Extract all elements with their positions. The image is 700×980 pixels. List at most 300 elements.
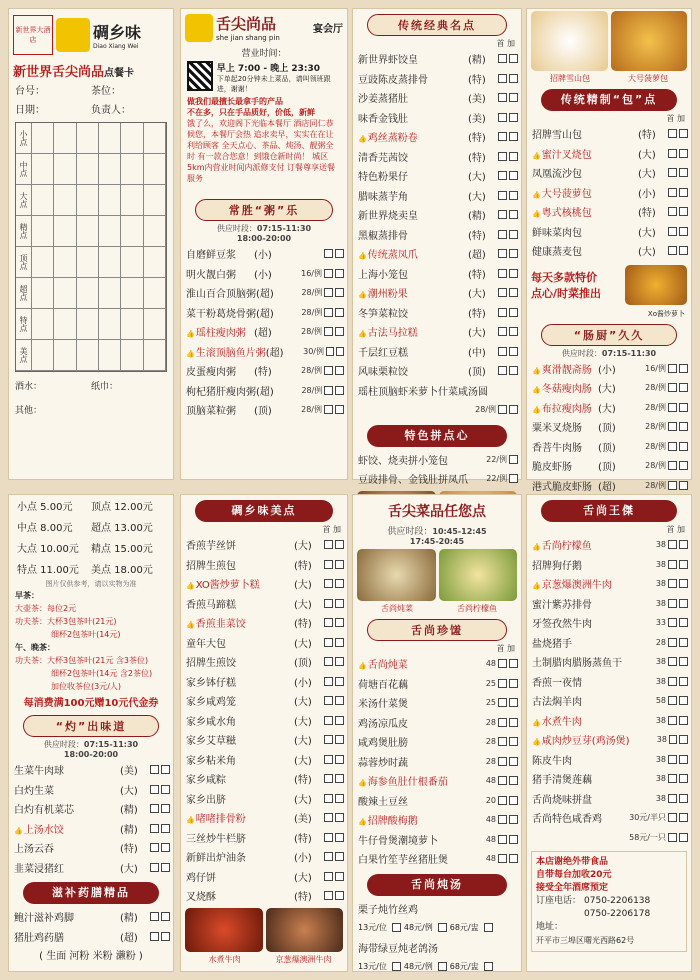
- grid-cell[interactable]: [32, 340, 54, 371]
- checkbox[interactable]: [509, 249, 518, 258]
- checkbox[interactable]: [679, 129, 688, 138]
- checkbox[interactable]: [679, 481, 688, 490]
- menu-item[interactable]: [353, 771, 521, 791]
- grid-cell[interactable]: [121, 309, 143, 340]
- checkbox[interactable]: [161, 863, 170, 872]
- checkbox[interactable]: [509, 405, 518, 414]
- checkbox[interactable]: [324, 269, 333, 278]
- menu-item[interactable]: [181, 789, 347, 809]
- menu-item[interactable]: [181, 847, 347, 867]
- checkbox[interactable]: [509, 835, 518, 844]
- checkbox[interactable]: [668, 442, 677, 451]
- grid-cell[interactable]: [121, 154, 143, 185]
- checkbox[interactable]: [335, 618, 344, 627]
- checkbox[interactable]: [324, 308, 333, 317]
- checkbox[interactable]: [509, 269, 518, 278]
- menu-item[interactable]: [527, 476, 691, 496]
- menu-item[interactable]: [527, 124, 691, 144]
- grid-cell[interactable]: [54, 309, 76, 340]
- checkbox[interactable]: [150, 843, 159, 852]
- checkbox[interactable]: [679, 168, 688, 177]
- checkbox[interactable]: [668, 129, 677, 138]
- checkbox[interactable]: [509, 191, 518, 200]
- checkbox[interactable]: [498, 698, 507, 707]
- checkbox[interactable]: [509, 455, 518, 464]
- menu-item[interactable]: [181, 711, 347, 731]
- checkbox[interactable]: [335, 872, 344, 881]
- menu-item[interactable]: [181, 730, 347, 750]
- checkbox[interactable]: [668, 188, 677, 197]
- checkbox[interactable]: [150, 863, 159, 872]
- grid-cell[interactable]: [77, 123, 99, 154]
- checkbox[interactable]: [679, 461, 688, 470]
- checkbox[interactable]: [498, 249, 507, 258]
- menu-item[interactable]: [527, 652, 691, 672]
- menu-item[interactable]: [181, 886, 347, 906]
- checkbox[interactable]: [392, 923, 401, 932]
- checkbox[interactable]: [324, 249, 333, 258]
- checkbox[interactable]: [498, 132, 507, 141]
- checkbox[interactable]: [509, 757, 518, 766]
- checkbox[interactable]: [679, 677, 688, 686]
- grid-cell[interactable]: [77, 185, 99, 216]
- menu-item[interactable]: [527, 398, 691, 418]
- checkbox[interactable]: [668, 246, 677, 255]
- grid-cell[interactable]: [77, 154, 99, 185]
- checkbox[interactable]: [324, 813, 333, 822]
- checkbox[interactable]: [668, 149, 677, 158]
- combo-item[interactable]: [353, 469, 521, 489]
- menu-item[interactable]: [181, 652, 347, 672]
- checkbox[interactable]: [324, 755, 333, 764]
- menu-item[interactable]: [9, 799, 173, 819]
- menu-item[interactable]: [353, 322, 521, 342]
- menu-item[interactable]: [527, 730, 691, 750]
- checkbox[interactable]: [498, 54, 507, 63]
- checkbox[interactable]: [161, 824, 170, 833]
- grid-cell[interactable]: [144, 278, 166, 309]
- checkbox[interactable]: [324, 716, 333, 725]
- checkbox[interactable]: [438, 923, 447, 932]
- menu-item[interactable]: [527, 789, 691, 809]
- menu-item[interactable]: [353, 674, 521, 694]
- checkbox[interactable]: [498, 854, 507, 863]
- checkbox[interactable]: [498, 171, 507, 180]
- checkbox[interactable]: [150, 932, 159, 941]
- checkbox[interactable]: [150, 912, 159, 921]
- menu-item[interactable]: [527, 437, 691, 457]
- checkbox[interactable]: [335, 540, 344, 549]
- checkbox[interactable]: [498, 737, 507, 746]
- grid-cell[interactable]: [99, 154, 121, 185]
- menu-item[interactable]: [9, 780, 173, 800]
- checkbox[interactable]: [150, 804, 159, 813]
- checkbox[interactable]: [498, 327, 507, 336]
- checkbox[interactable]: [150, 785, 159, 794]
- checkbox[interactable]: [335, 638, 344, 647]
- grid-cell[interactable]: [99, 247, 121, 278]
- menu-item[interactable]: [527, 613, 691, 633]
- grid-cell[interactable]: [32, 154, 54, 185]
- menu-item[interactable]: [181, 808, 347, 828]
- menu-item[interactable]: [181, 283, 347, 303]
- checkbox[interactable]: [679, 422, 688, 431]
- menu-item[interactable]: [353, 166, 521, 186]
- checkbox[interactable]: [335, 386, 344, 395]
- menu-item[interactable]: [527, 378, 691, 398]
- checkbox[interactable]: [498, 757, 507, 766]
- checkbox[interactable]: [509, 679, 518, 688]
- menu-item[interactable]: [353, 361, 521, 381]
- checkbox[interactable]: [326, 347, 334, 356]
- checkbox[interactable]: [324, 540, 333, 549]
- checkbox[interactable]: [509, 230, 518, 239]
- menu-item[interactable]: [527, 555, 691, 575]
- checkbox[interactable]: [668, 560, 677, 569]
- checkbox[interactable]: [324, 735, 333, 744]
- checkbox[interactable]: [668, 383, 677, 392]
- menu-item[interactable]: [353, 830, 521, 850]
- checkbox[interactable]: [438, 962, 447, 971]
- checkbox[interactable]: [509, 474, 518, 483]
- grid-cell[interactable]: [99, 278, 121, 309]
- grid-cell[interactable]: [144, 154, 166, 185]
- checkbox[interactable]: [679, 149, 688, 158]
- checkbox[interactable]: [668, 794, 677, 803]
- checkbox[interactable]: [668, 481, 677, 490]
- menu-item[interactable]: [527, 456, 691, 476]
- menu-item[interactable]: [527, 202, 691, 222]
- checkbox[interactable]: [498, 74, 507, 83]
- grid-cell[interactable]: [54, 340, 76, 371]
- menu-item[interactable]: [181, 828, 347, 848]
- checkbox[interactable]: [679, 442, 688, 451]
- checkbox[interactable]: [679, 794, 688, 803]
- menu-item[interactable]: [527, 769, 691, 789]
- checkbox[interactable]: [498, 776, 507, 785]
- checkbox[interactable]: [498, 718, 507, 727]
- menu-item[interactable]: [527, 535, 691, 555]
- checkbox[interactable]: [161, 785, 170, 794]
- checkbox[interactable]: [509, 854, 518, 863]
- menu-item[interactable]: [353, 342, 521, 362]
- menu-item[interactable]: [9, 858, 173, 878]
- menu-item[interactable]: [527, 359, 691, 379]
- checkbox[interactable]: [335, 599, 344, 608]
- checkbox[interactable]: [679, 540, 688, 549]
- checkbox[interactable]: [679, 716, 688, 725]
- checkbox[interactable]: [668, 540, 677, 549]
- menu-item[interactable]: [181, 381, 347, 401]
- menu-item[interactable]: [353, 127, 521, 147]
- grid-cell[interactable]: [77, 309, 99, 340]
- menu-item[interactable]: [181, 633, 347, 653]
- checkbox[interactable]: [161, 912, 170, 921]
- checkbox[interactable]: [509, 171, 518, 180]
- grid-cell[interactable]: [77, 340, 99, 371]
- menu-item[interactable]: [527, 711, 691, 731]
- checkbox[interactable]: [679, 833, 688, 842]
- checkbox[interactable]: [324, 657, 333, 666]
- grid-cell[interactable]: [144, 309, 166, 340]
- checkbox[interactable]: [668, 227, 677, 236]
- checkbox[interactable]: [509, 93, 518, 102]
- checkbox[interactable]: [509, 698, 518, 707]
- checkbox[interactable]: [324, 579, 333, 588]
- checkbox[interactable]: [498, 405, 507, 414]
- checkbox[interactable]: [161, 765, 170, 774]
- menu-item[interactable]: [527, 222, 691, 242]
- checkbox[interactable]: [498, 230, 507, 239]
- grid-cell[interactable]: [121, 278, 143, 309]
- checkbox[interactable]: [668, 755, 677, 764]
- checkbox[interactable]: [668, 677, 677, 686]
- checkbox[interactable]: [679, 207, 688, 216]
- checkbox[interactable]: [679, 755, 688, 764]
- phone-number[interactable]: 0750-2206138: [584, 896, 651, 906]
- menu-item[interactable]: [353, 49, 521, 69]
- checkbox[interactable]: [509, 659, 518, 668]
- checkbox[interactable]: [668, 696, 677, 705]
- grid-cell[interactable]: [32, 309, 54, 340]
- checkbox[interactable]: [161, 932, 170, 941]
- grid-cell[interactable]: [121, 123, 143, 154]
- grid-cell[interactable]: [77, 247, 99, 278]
- checkbox[interactable]: [679, 403, 688, 412]
- grid-cell[interactable]: [32, 185, 54, 216]
- checkbox[interactable]: [335, 755, 344, 764]
- checkbox[interactable]: [498, 366, 507, 375]
- checkbox[interactable]: [324, 852, 333, 861]
- checkbox[interactable]: [509, 308, 518, 317]
- checkbox[interactable]: [509, 366, 518, 375]
- checkbox[interactable]: [335, 405, 344, 414]
- checkbox[interactable]: [679, 638, 688, 647]
- menu-item[interactable]: [9, 838, 173, 858]
- checkbox[interactable]: [335, 677, 344, 686]
- checkbox[interactable]: [324, 599, 333, 608]
- grid-cell[interactable]: [32, 123, 54, 154]
- menu-item[interactable]: [527, 241, 691, 261]
- grid-cell[interactable]: [121, 340, 143, 371]
- grid-cell[interactable]: [54, 123, 76, 154]
- soup-item[interactable]: [353, 938, 521, 958]
- menu-item[interactable]: [527, 633, 691, 653]
- menu-item[interactable]: [181, 613, 347, 633]
- grid-cell[interactable]: [77, 216, 99, 247]
- checkbox[interactable]: [509, 54, 518, 63]
- grid-cell[interactable]: [144, 340, 166, 371]
- menu-item[interactable]: [353, 108, 521, 128]
- checkbox[interactable]: [336, 347, 344, 356]
- checkbox[interactable]: [335, 794, 344, 803]
- checkbox[interactable]: [484, 962, 493, 971]
- menu-item[interactable]: [9, 927, 173, 947]
- checkbox[interactable]: [509, 113, 518, 122]
- menu-item[interactable]: [9, 760, 173, 780]
- checkbox[interactable]: [668, 599, 677, 608]
- checkbox[interactable]: [498, 288, 507, 297]
- checkbox[interactable]: [335, 716, 344, 725]
- menu-item[interactable]: [181, 867, 347, 887]
- checkbox[interactable]: [679, 227, 688, 236]
- checkbox[interactable]: [679, 599, 688, 608]
- checkbox[interactable]: [335, 269, 344, 278]
- checkbox[interactable]: [679, 774, 688, 783]
- checkbox[interactable]: [498, 210, 507, 219]
- checkbox[interactable]: [324, 560, 333, 569]
- checkbox[interactable]: [324, 618, 333, 627]
- menu-item[interactable]: [527, 808, 691, 828]
- checkbox[interactable]: [668, 403, 677, 412]
- grid-cell[interactable]: [144, 216, 166, 247]
- checkbox[interactable]: [509, 347, 518, 356]
- menu-item[interactable]: [353, 752, 521, 772]
- checkbox[interactable]: [324, 366, 333, 375]
- qr-code-icon[interactable]: [187, 61, 213, 91]
- checkbox[interactable]: [150, 765, 159, 774]
- checkbox[interactable]: [150, 824, 159, 833]
- menu-item[interactable]: [181, 322, 347, 342]
- menu-item[interactable]: [527, 163, 691, 183]
- menu-item[interactable]: [353, 849, 521, 869]
- menu-item[interactable]: [353, 147, 521, 167]
- menu-item[interactable]: [527, 594, 691, 614]
- menu-item[interactable]: [353, 654, 521, 674]
- checkbox[interactable]: [324, 774, 333, 783]
- grid-cell[interactable]: [99, 216, 121, 247]
- grid-cell[interactable]: [54, 154, 76, 185]
- phone-number[interactable]: 0750-2206178: [584, 909, 651, 919]
- checkbox[interactable]: [498, 93, 507, 102]
- checkbox[interactable]: [668, 774, 677, 783]
- checkbox[interactable]: [324, 677, 333, 686]
- menu-item[interactable]: [181, 361, 347, 381]
- checkbox[interactable]: [498, 308, 507, 317]
- grid-cell[interactable]: [99, 185, 121, 216]
- grid-cell[interactable]: [121, 247, 143, 278]
- checkbox[interactable]: [668, 168, 677, 177]
- checkbox[interactable]: [498, 815, 507, 824]
- grid-cell[interactable]: [121, 185, 143, 216]
- soup-item[interactable]: [353, 899, 521, 919]
- checkbox[interactable]: [324, 638, 333, 647]
- menu-item[interactable]: [527, 183, 691, 203]
- menu-item[interactable]: [181, 555, 347, 575]
- menu-item[interactable]: [9, 907, 173, 927]
- checkbox[interactable]: [509, 210, 518, 219]
- checkbox[interactable]: [324, 872, 333, 881]
- menu-item[interactable]: [353, 205, 521, 225]
- checkbox[interactable]: [335, 308, 344, 317]
- checkbox[interactable]: [509, 152, 518, 161]
- checkbox[interactable]: [335, 288, 344, 297]
- checkbox[interactable]: [335, 579, 344, 588]
- checkbox[interactable]: [335, 891, 344, 900]
- checkbox[interactable]: [668, 813, 677, 822]
- checkbox[interactable]: [509, 74, 518, 83]
- checkbox[interactable]: [679, 364, 688, 373]
- checkbox[interactable]: [335, 657, 344, 666]
- menu-item[interactable]: [181, 750, 347, 770]
- grid-cell[interactable]: [32, 247, 54, 278]
- checkbox[interactable]: [335, 327, 344, 336]
- menu-item[interactable]: [527, 574, 691, 594]
- checkbox[interactable]: [161, 843, 170, 852]
- grid-cell[interactable]: [54, 278, 76, 309]
- checkbox[interactable]: [679, 696, 688, 705]
- menu-item[interactable]: [181, 400, 347, 420]
- checkbox[interactable]: [324, 386, 333, 395]
- menu-item[interactable]: [181, 672, 347, 692]
- checkbox[interactable]: [335, 249, 344, 258]
- menu-item[interactable]: [353, 225, 521, 245]
- grid-cell[interactable]: [99, 123, 121, 154]
- menu-item[interactable]: [181, 691, 347, 711]
- checkbox[interactable]: [161, 804, 170, 813]
- grid-cell[interactable]: [121, 216, 143, 247]
- menu-item[interactable]: [181, 769, 347, 789]
- checkbox[interactable]: [668, 579, 677, 588]
- checkbox[interactable]: [324, 327, 333, 336]
- checkbox[interactable]: [335, 560, 344, 569]
- checkbox[interactable]: [509, 132, 518, 141]
- menu-item[interactable]: [353, 244, 521, 264]
- menu-item[interactable]: [181, 535, 347, 555]
- menu-item[interactable]: [353, 283, 521, 303]
- checkbox[interactable]: [498, 659, 507, 668]
- checkbox[interactable]: [668, 207, 677, 216]
- menu-item[interactable]: [353, 88, 521, 108]
- checkbox[interactable]: [498, 347, 507, 356]
- grid-cell[interactable]: [144, 123, 166, 154]
- menu-item[interactable]: [353, 264, 521, 284]
- grid-cell[interactable]: [32, 216, 54, 247]
- checkbox[interactable]: [324, 794, 333, 803]
- checkbox[interactable]: [392, 962, 401, 971]
- checkbox[interactable]: [668, 618, 677, 627]
- checkbox[interactable]: [335, 774, 344, 783]
- checkbox[interactable]: [668, 716, 677, 725]
- grid-cell[interactable]: [54, 185, 76, 216]
- checkbox[interactable]: [668, 638, 677, 647]
- checkbox[interactable]: [498, 269, 507, 278]
- checkbox[interactable]: [324, 833, 333, 842]
- checkbox[interactable]: [324, 891, 333, 900]
- checkbox[interactable]: [324, 696, 333, 705]
- checkbox[interactable]: [679, 813, 688, 822]
- menu-item[interactable]: [353, 69, 521, 89]
- menu-item[interactable]: [527, 417, 691, 437]
- checkbox[interactable]: [509, 776, 518, 785]
- menu-item[interactable]: [353, 791, 521, 811]
- checkbox[interactable]: [679, 735, 688, 744]
- checkbox[interactable]: [679, 560, 688, 569]
- checkbox[interactable]: [679, 618, 688, 627]
- grid-cell[interactable]: [144, 185, 166, 216]
- checkbox[interactable]: [335, 735, 344, 744]
- checkbox[interactable]: [324, 288, 333, 297]
- checkbox[interactable]: [679, 383, 688, 392]
- combo-item[interactable]: [353, 450, 521, 470]
- menu-item[interactable]: [181, 574, 347, 594]
- grid-cell[interactable]: [32, 278, 54, 309]
- menu-item[interactable]: [527, 750, 691, 770]
- menu-item[interactable]: [181, 594, 347, 614]
- checkbox[interactable]: [668, 422, 677, 431]
- checkbox[interactable]: [668, 833, 677, 842]
- menu-item[interactable]: [527, 144, 691, 164]
